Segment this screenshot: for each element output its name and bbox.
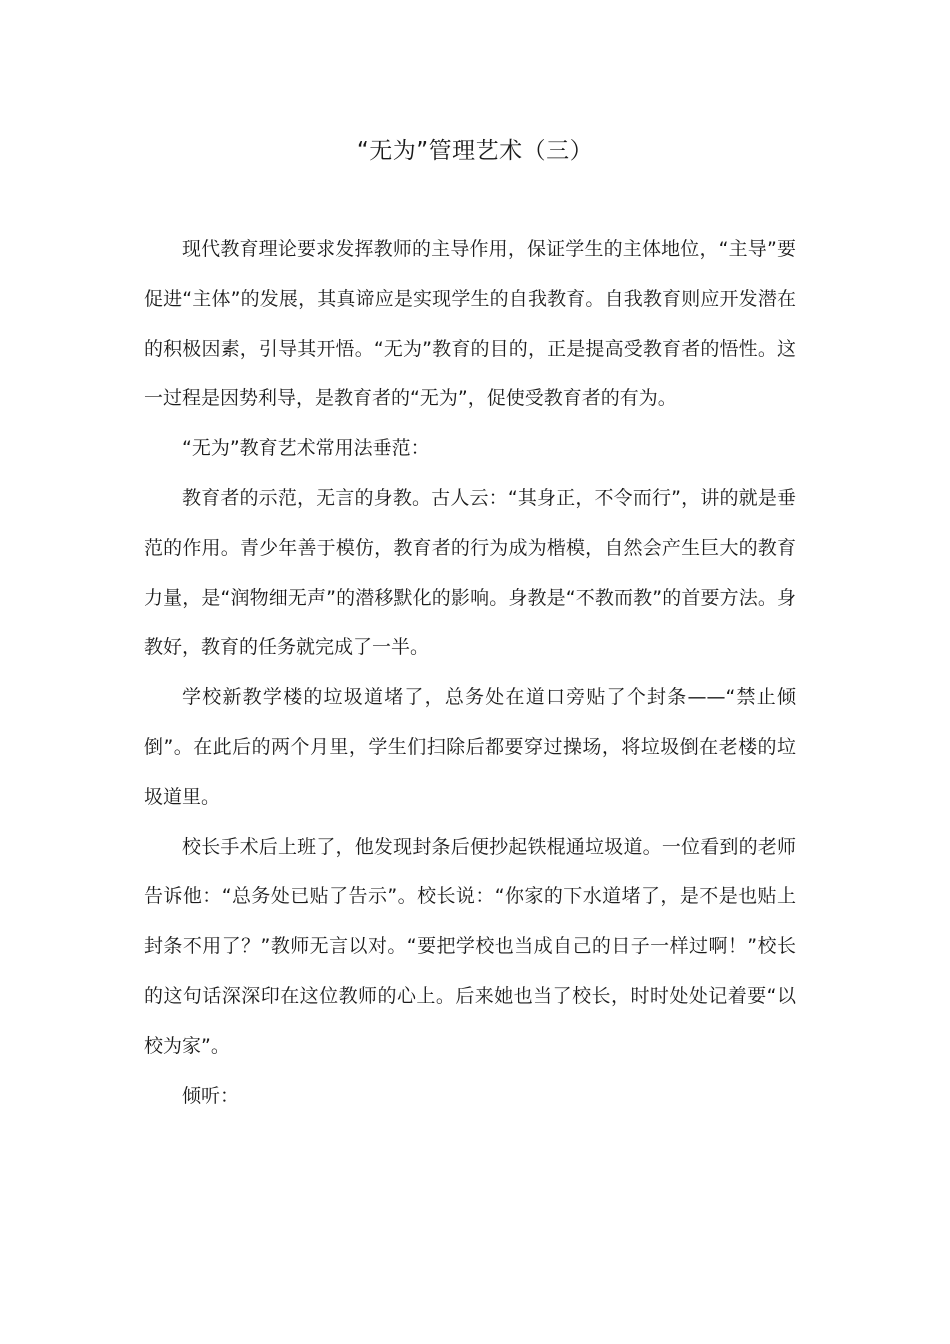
paragraph-example: 教育者的示范，无言的身教。古人云：“其身正，不令而行”，讲的就是垂范的作用。青少年善于模仿，教育者的行为成为楷模，自然会产生巨大的教育力量，是“润物细无声”的潜移默化的影响。身教是“不教而教”的首要方法。身教好，教育的任务就完成了一半。 <box>144 486 796 659</box>
paragraph-story-start: 学校新教学楼的垃圾道堵了，总务处在道口旁贴了个封条——“禁止倾倒”。在此后的两个月里，学生们扫除后都要穿过操场，将垃圾倒在老楼的垃圾道里。 <box>144 686 796 808</box>
document-body <box>144 225 796 1121</box>
paragraph-intro: 现代教育理论要求发挥教师的主导作用，保证学生的主体地位，“主导”要促进“主体”的发展，其真谛应是实现学生的自我教育。自我教育则应开发潜在的积极因素，引导其开悟。“无为”教育的目的，正是提高受教育者的悟性。这一过程是因势利导，是教育者的“无为”，促使受教育者的有为。 <box>144 238 796 410</box>
document-title: “无为”管理艺术（三） <box>356 138 594 164</box>
paragraph-method-heading: “无为”教育艺术常用法垂范： <box>182 437 430 460</box>
paragraph-story-principal: 校长手术后上班了，他发现封条后便抄起铁棍通垃圾道。一位看到的老师告诉他：“总务处已贴了告示”。校长说：“你家的下水道堵了，是不是也贴上封条不用了？”教师无言以对。“要把学校也当成自己的日子一样过啊！”校长的这句话深深印在这位教师的心上。后来她也当了校长，时时处处记着要“以校为家”。 <box>144 835 796 1057</box>
paragraph-listen-heading: 倾听： <box>182 1084 240 1107</box>
